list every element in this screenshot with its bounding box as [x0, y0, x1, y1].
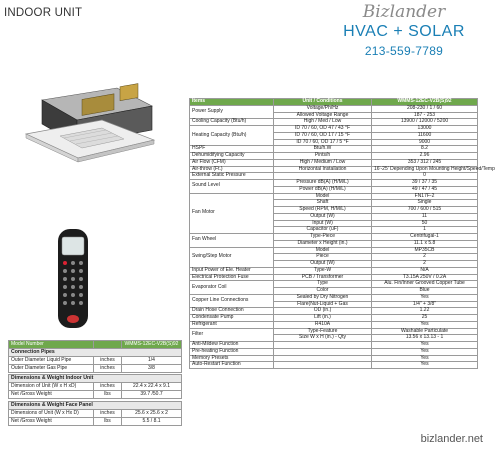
spec-condition-cell: Allowed Voltage Range	[274, 112, 372, 119]
website-footer[interactable]: bizlander.net	[420, 433, 483, 445]
spec-condition-cell: Input (W)	[274, 220, 372, 227]
spec-item-cell: Input Power of Ele. Heater	[190, 267, 274, 274]
side-row	[9, 365, 182, 373]
spec-item-cell: HSPF	[190, 146, 274, 153]
side-cell-value: 5.5 / 8.1	[122, 418, 182, 426]
spec-value-cell: 11600	[372, 132, 478, 139]
model-number-label: Model Number	[9, 341, 94, 349]
side-row	[9, 410, 182, 418]
side-cell-label: Dimension of Unit (W x H xD)	[9, 383, 94, 391]
cassette-unit-image	[22, 86, 157, 166]
spec-condition-cell: Type	[274, 281, 372, 288]
spec-condition-cell: R410A	[274, 321, 372, 328]
spec-value-cell: 1.22	[372, 308, 478, 315]
spec-item-cell: Pre-heating Function	[190, 348, 274, 355]
spec-condition-cell: Type-Feature	[274, 328, 372, 335]
spec-header-model: WMMS-12EC-V2B(S)92	[372, 99, 478, 106]
side-cell-value: 1/4	[122, 357, 182, 365]
spec-value-cell: 2.96	[372, 153, 478, 160]
spec-item-cell: Air Flow (CFM)	[190, 159, 274, 166]
spec-condition-cell: Diameter x Height (in.)	[274, 240, 372, 247]
section-title-row	[9, 402, 182, 410]
side-cell-value: 3/8	[122, 365, 182, 373]
side-cell-unit: inches	[94, 383, 122, 391]
side-row	[9, 357, 182, 365]
spec-value-cell: 8.2	[372, 146, 478, 153]
spec-value-cell: Yes	[372, 355, 478, 362]
spec-value-cell: 39 / 37 / 35	[372, 180, 478, 187]
spec-condition-cell	[274, 355, 372, 362]
spec-condition-cell: Color	[274, 288, 372, 295]
spec-row	[190, 159, 478, 166]
side-cell-label: Dimensions of Unit (W x Hx D)	[9, 410, 94, 418]
spec-condition-cell: Pints/h	[274, 153, 372, 160]
spec-row	[190, 362, 478, 369]
spec-condition-cell	[274, 342, 372, 349]
spec-row	[190, 267, 478, 274]
spec-condition-cell: Output (W)	[274, 213, 372, 220]
spec-value-cell: 13.56 x 13.13 - 1	[372, 335, 478, 342]
spec-value-cell: Yes	[372, 321, 478, 328]
side-row	[9, 383, 182, 391]
side-cell-label: Outer Diameter Liquid Pipe	[9, 357, 94, 365]
spec-item-cell: Refrigerant	[190, 321, 274, 328]
side-cell-unit: lbs	[94, 418, 122, 426]
spec-header-conditions: Unit / Conditions	[274, 99, 372, 106]
spec-condition-cell: Flare(Nut-Liquid + Gas	[274, 301, 372, 308]
spec-condition-cell: Lift (in.)	[274, 315, 372, 322]
spec-row	[190, 294, 478, 301]
remote-control-image	[55, 228, 91, 330]
spec-row	[190, 105, 478, 112]
spec-item-cell: Sound Level	[190, 180, 274, 194]
spec-condition-cell: Pressure dB(A) (H/M/L)	[274, 180, 372, 187]
spec-row	[190, 321, 478, 328]
spec-value-cell: Single	[372, 200, 478, 207]
brand-phone: 213-559-7789	[364, 44, 444, 58]
spec-value-cell: 49 / 47 / 45	[372, 186, 478, 193]
spec-item-cell: Drain Hose Connection	[190, 308, 274, 315]
spec-condition-cell: ID 70 / 60, OD 17 / 5 °F	[274, 139, 372, 146]
spec-condition-cell: Type-W	[274, 267, 372, 274]
spec-value-cell: 1	[372, 227, 478, 234]
spec-condition-cell: Voltage/Ph/Hz	[274, 105, 372, 112]
spec-item-cell: Condensate Pump	[190, 315, 274, 322]
spec-row	[190, 348, 478, 355]
spec-condition-cell: Shaft	[274, 200, 372, 207]
spec-value-cell: 187 - 253	[372, 112, 478, 119]
spec-condition-cell: Size W x H (in.) - Qty	[274, 335, 372, 342]
side-cell-unit: inches	[94, 410, 122, 418]
spec-item-cell: Cooling Capacity (Btu/h)	[190, 119, 274, 126]
section-title-row	[9, 349, 182, 357]
spec-value-cell: 1/4" + 3/8"	[372, 301, 478, 308]
section-title: Dimensions & Weight Indoor Unit	[9, 375, 182, 383]
spec-condition-cell: Capacitor (uF)	[274, 227, 372, 234]
side-cell-label: Outer Diameter Gas Pipe	[9, 365, 94, 373]
spec-row	[190, 315, 478, 322]
spec-condition-cell: High / Med / Low	[274, 119, 372, 126]
spec-value-cell: 700 / 600 / 515	[372, 207, 478, 214]
spec-value-cell: Centrifugal-1	[372, 234, 478, 241]
spec-item-cell: Evaporator Coil	[190, 281, 274, 295]
spec-value-cell: 2	[372, 261, 478, 268]
section-title-row	[9, 375, 182, 383]
spec-value-cell: Yes	[372, 362, 478, 369]
spec-row	[190, 193, 478, 200]
spec-value-cell: FN17F-2	[372, 193, 478, 200]
side-cell-label: Net /Gross Weight	[9, 418, 94, 426]
spec-condition-cell: OD (in.)	[274, 308, 372, 315]
spec-condition-cell: Output (W)	[274, 261, 372, 268]
spec-value-cell: 0	[372, 173, 478, 180]
side-cell-value: 22.4 x 22.4 x 9.1	[122, 383, 182, 391]
spec-condition-cell: Horizontal Installation	[274, 166, 372, 173]
spec-condition-cell	[274, 348, 372, 355]
spec-condition-cell: Type-Piece	[274, 234, 372, 241]
spec-header-items: Items	[190, 99, 274, 106]
spec-value-cell: Alu. Fin/Inner Grooved Copper Tube	[372, 281, 478, 288]
side-cell-value: 39.7 /50.7	[122, 391, 182, 399]
spec-item-cell: Dehumidifying Capacity	[190, 153, 274, 160]
spec-condition-cell: Sealed by Dry Nitrogen	[274, 294, 372, 301]
spec-item-cell: Heating Capacity (Btu/h)	[190, 126, 274, 146]
spec-item-cell: Filter	[190, 328, 274, 342]
section-title: Connection Pipes	[9, 349, 182, 357]
spec-row	[190, 247, 478, 254]
spec-condition-cell: High / Medium / Low	[274, 159, 372, 166]
spec-value-cell: 50	[372, 220, 478, 227]
spec-value-cell: 13000	[372, 126, 478, 133]
spec-value-cell: Yes	[372, 348, 478, 355]
spec-value-cell: 9000	[372, 139, 478, 146]
side-cell-unit: lbs	[94, 391, 122, 399]
spec-condition-cell	[274, 362, 372, 369]
model-number-blank	[94, 341, 122, 349]
side-cell-unit: inches	[94, 365, 122, 373]
spec-condition-cell: Btu/h.W	[274, 146, 372, 153]
spec-condition-cell: ID 70 / 60, OD 17 / 15 °F	[274, 132, 372, 139]
spec-value-cell: Yes	[372, 294, 478, 301]
spec-item-cell: Air-throw (Ft.)	[190, 166, 274, 173]
section-title: Dimensions & Weight Face Panel	[9, 402, 182, 410]
spec-value-cell: 11	[372, 213, 478, 220]
spec-value-cell: 11.1 x 5.8	[372, 240, 478, 247]
side-row	[9, 418, 182, 426]
spec-condition-cell: Piece	[274, 254, 372, 261]
side-cell-value: 25.6 x 25.6 x 2	[122, 410, 182, 418]
brand-tagline: HVAC + SOLAR	[343, 23, 465, 40]
spec-item-cell: Anti-Mildew Function	[190, 342, 274, 349]
spec-condition-cell: ID 70 / 60, OD 47 / 43 °F	[274, 126, 372, 133]
side-model-table	[8, 340, 182, 373]
spec-item-cell: Auto-Restart Function	[190, 362, 274, 369]
spec-value-cell: 25	[372, 315, 478, 322]
spec-value-cell: 208-230 / 1 / 60	[372, 105, 478, 112]
spec-item-cell: Fan Wheel	[190, 234, 274, 248]
spec-value-cell: Yes	[372, 342, 478, 349]
brand-logo	[329, 2, 479, 58]
spec-value-cell: Washable Particulate	[372, 328, 478, 335]
spec-item-cell: Copper Line Connections	[190, 294, 274, 308]
side-face-panel-table	[8, 401, 182, 426]
side-cell-unit: inches	[94, 357, 122, 365]
spec-item-cell: External Static Pressure	[190, 173, 274, 180]
spec-condition-cell: Model	[274, 247, 372, 254]
spec-row	[190, 281, 478, 288]
spec-value-cell: T3.15A 250V / 0.2A	[372, 274, 478, 281]
spec-value-cell: 353 / 312 / 245	[372, 159, 478, 166]
spec-item-cell: Memory Presets	[190, 355, 274, 362]
spec-value-cell: MP35CB	[372, 247, 478, 254]
model-number-row	[9, 341, 182, 349]
spec-item-cell: Electrical Protection Fuse	[190, 274, 274, 281]
spec-condition-cell: PCB / Transformer	[274, 274, 372, 281]
side-indoor-dims-table	[8, 374, 182, 399]
spec-condition-cell: Model	[274, 193, 372, 200]
spec-value-cell: Blue	[372, 288, 478, 295]
side-row	[9, 391, 182, 399]
spec-condition-cell: Power dB(A) (H/M/L)	[274, 186, 372, 193]
spec-condition-cell: Speed (RPM, H/M/L)	[274, 207, 372, 214]
spec-item-cell: Swing/Step Motor	[190, 247, 274, 267]
spec-value-cell: 16'-25' Depending Upon Mounting Height/Speed/Temp	[372, 166, 478, 173]
page-title: INDOOR UNIT	[4, 7, 83, 19]
spec-value-cell: 13900 / 12000 / 5200	[372, 119, 478, 126]
spec-item-cell: Fan Motor	[190, 193, 274, 234]
spec-value-cell: 2	[372, 254, 478, 261]
spec-item-cell: Power Supply	[190, 105, 274, 119]
side-cell-label: Net /Gross Weight	[9, 391, 94, 399]
model-number-value: WMMS-12EC-V2B(S)92	[122, 341, 182, 349]
spec-table	[189, 98, 495, 369]
brand-script-name: Bizlander	[362, 2, 446, 22]
spec-value-cell: N/A	[372, 267, 478, 274]
